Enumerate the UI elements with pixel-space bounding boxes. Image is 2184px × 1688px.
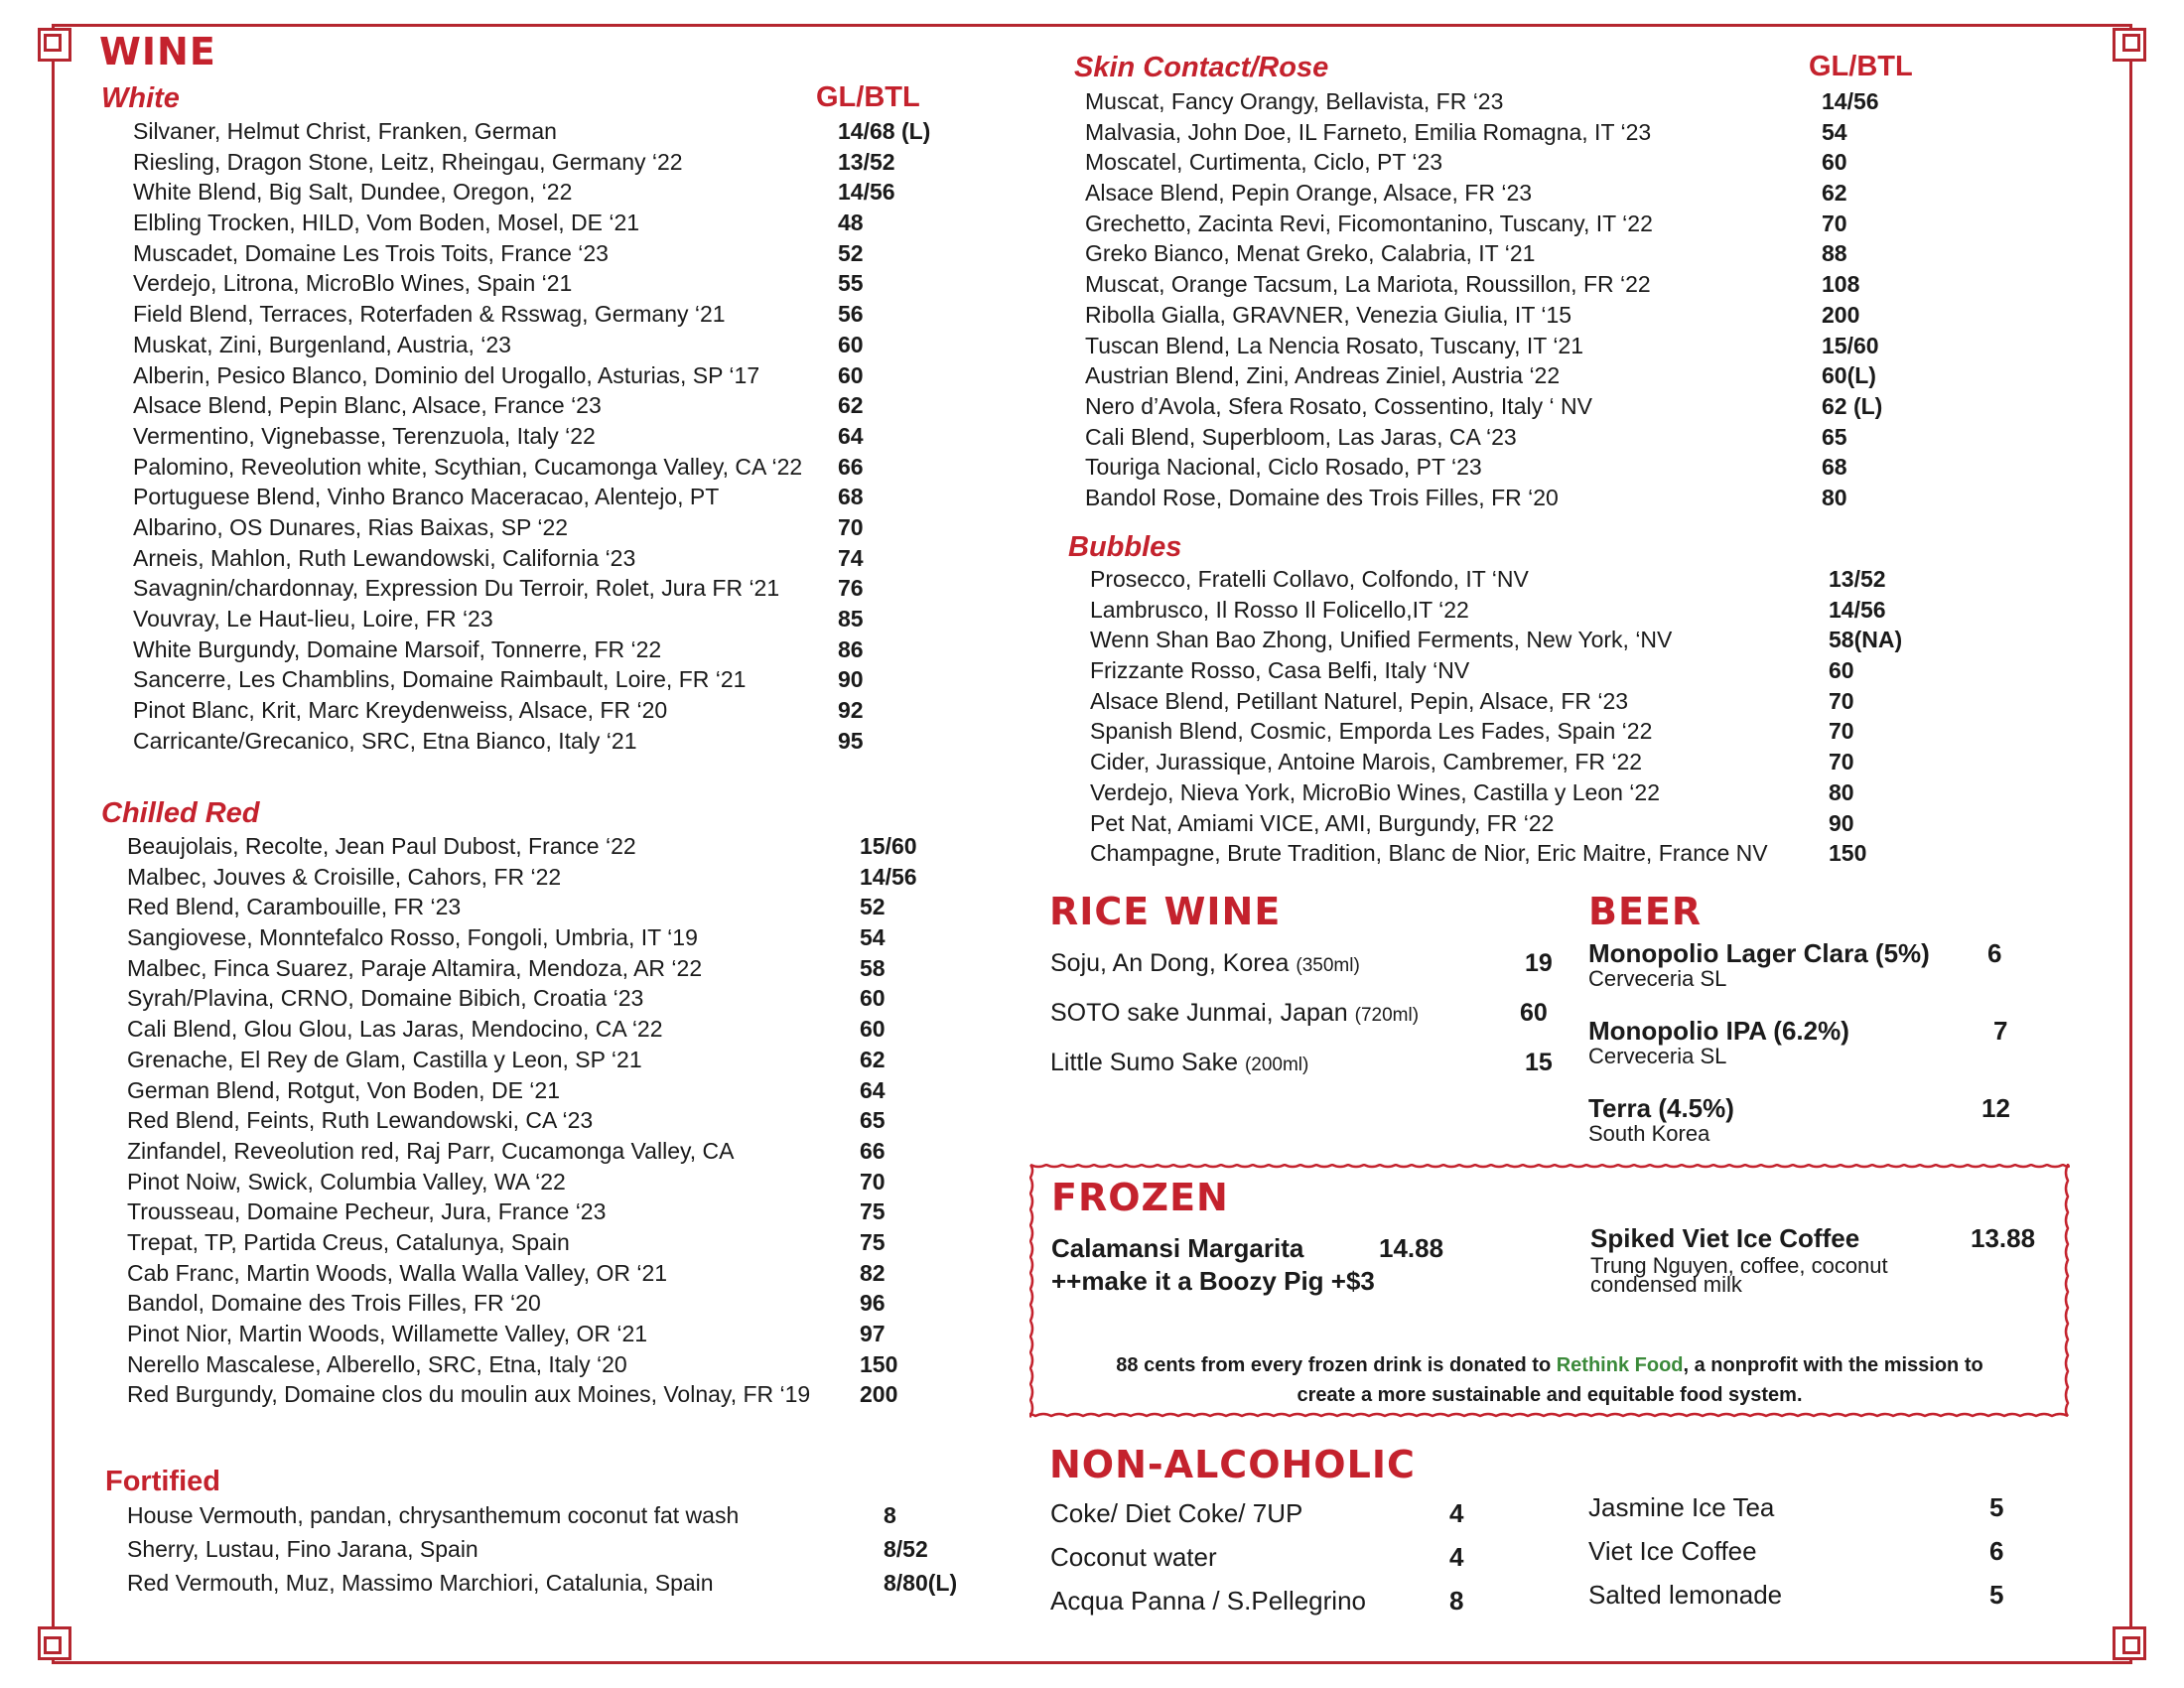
beer-origin: South Korea (1588, 1121, 1710, 1146)
beer-name: Terra (4.5%) (1588, 1093, 1734, 1123)
item-price: 62 (838, 392, 864, 419)
menu-item (1085, 452, 2078, 483)
bubbles-list (1090, 564, 2083, 869)
item-price: 58(NA) (1829, 627, 1903, 653)
menu-item (133, 512, 987, 543)
item-price: 13/52 (838, 148, 895, 175)
frozen-item-addon: ++make it a Boozy Pig +$3 (1051, 1266, 1375, 1296)
item-price: 108 (1822, 271, 1860, 298)
item-name: Malbec, Jouves & Croisille, Cahors, FR ‘22 (127, 863, 562, 890)
menu-item (1050, 1493, 1487, 1537)
item-name: Alsace Blend, Pepin Blanc, Alsace, France ‘23 (133, 392, 602, 419)
menu-item (133, 208, 987, 238)
item-name: Sherry, Lustau, Fino Jarana, Spain (127, 1536, 478, 1562)
item-name: Prosecco, Fratelli Collavo, Colfondo, IT ‘NV (1090, 566, 1529, 592)
item-price: 15/60 (860, 833, 917, 859)
corner-ornament (38, 28, 71, 62)
item-name: Lambrusco, Il Rosso Il Folicello,IT ‘22 (1090, 596, 1469, 623)
beer-price: 12 (1981, 1093, 2010, 1123)
item-price: 54 (1822, 118, 1847, 145)
chilled-red-heading: Chilled Red (101, 797, 260, 829)
item-price: 5 (1989, 1580, 2004, 1610)
item-name: Muscat, Fancy Orangy, Bellavista, FR ‘23 (1085, 88, 1504, 114)
menu-item (133, 177, 987, 208)
item-name: Alsace Blend, Petillant Naturel, Pepin, Alsace, FR ‘23 (1090, 687, 1629, 714)
menu-item (133, 452, 987, 483)
menu-item (1090, 777, 2083, 808)
beer-item (1588, 1093, 2025, 1145)
menu-item (133, 390, 987, 421)
beer-brewery: Cerveceria SL (1588, 1044, 1727, 1068)
item-price: 60 (838, 331, 864, 357)
item-price: 96 (860, 1290, 886, 1317)
menu-item (133, 330, 987, 360)
item-name: Pinot Nior, Martin Woods, Willamette Valley, OR ‘21 (127, 1321, 648, 1346)
chilled-red-list (127, 831, 991, 1410)
item-name: Albarino, OS Dunares, Rias Baixas, SP ‘22 (133, 513, 569, 540)
menu-item (1085, 300, 2078, 331)
item-name: Muscadet, Domaine Les Trois Toits, France ‘23 (133, 239, 609, 266)
item-price: 8/52 (884, 1536, 928, 1562)
menu-item (127, 1105, 991, 1136)
item-price: 70 (1829, 687, 1854, 714)
skin-contact-price-header: GL/BTL (1809, 51, 1913, 82)
item-name: Grechetto, Zacinta Revi, Ficomontanino, Tuscany, IT ‘22 (1085, 210, 1653, 236)
item-name: Nerello Mascalese, Alberello, SRC, Etna, Italy ‘20 (127, 1350, 627, 1377)
item-name: Red Blend, Feints, Ruth Lewandowski, CA ‘23 (127, 1107, 594, 1134)
fortified-list (127, 1500, 991, 1602)
menu-item (127, 1014, 991, 1045)
item-price: 52 (838, 239, 864, 266)
frozen-item-price: 14.88 (1379, 1233, 1444, 1263)
rice-wine-item (1050, 1043, 1567, 1092)
menu-item (1090, 686, 2083, 717)
item-name: Portuguese Blend, Vinho Branco Maceracao, Alentejo, PT (133, 484, 720, 510)
item-name: Salted lemonade (1588, 1580, 1783, 1610)
item-price: 66 (860, 1137, 886, 1164)
item-name: Savagnin/chardonnay, Expression Du Terroir, Rolet, Jura FR ‘21 (133, 575, 780, 602)
fortified-heading: Fortified (105, 1466, 220, 1497)
item-name: Red Blend, Carambouille, FR ‘23 (127, 894, 462, 920)
item-name: White Blend, Big Salt, Dundee, Oregon, ‘22 (133, 179, 573, 206)
item-price: 14/56 (860, 863, 917, 890)
menu-item (127, 1045, 991, 1075)
menu-item (127, 1136, 991, 1167)
item-name: Bandol, Domaine des Trois Filles, FR ‘20 (127, 1290, 541, 1317)
menu-item (1090, 625, 2083, 655)
item-price: 90 (838, 666, 864, 693)
skin-contact-heading: Skin Contact/Rose (1074, 52, 1329, 83)
item-name-text: Soju, An Dong, Korea (1050, 949, 1290, 977)
menu-item (133, 238, 987, 269)
item-name-text: Little Sumo Sake (1050, 1049, 1238, 1076)
non-alcoholic-list (1588, 1487, 2025, 1618)
beer-item (1588, 1016, 2025, 1067)
menu-item (133, 147, 987, 178)
beer-name: Monopolio IPA (6.2%) (1588, 1016, 1849, 1046)
donation-note (1029, 1350, 2070, 1410)
item-price: 48 (838, 210, 864, 236)
item-name: Jasmine Ice Tea (1588, 1492, 1775, 1522)
item-price: 60(L) (1822, 362, 1876, 389)
item-name: Palomino, Reveolution white, Scythian, Cucamonga Valley, CA ‘22 (133, 453, 803, 480)
item-name: German Blend, Rotgut, Von Boden, DE ‘21 (127, 1076, 560, 1103)
beer-price: 7 (1993, 1016, 2008, 1046)
item-price: 66 (838, 453, 864, 480)
menu-item (1090, 716, 2083, 747)
menu-item (1085, 86, 2078, 117)
menu-item (127, 831, 991, 862)
menu-item (1050, 1537, 1487, 1581)
donation-text: create a more sustainable and equitable food system. (1297, 1384, 1803, 1406)
item-name: Frizzante Rosso, Casa Belfi, Italy ‘NV (1090, 657, 1470, 684)
menu-item (133, 543, 987, 574)
item-name: Zinfandel, Reveolution red, Raj Parr, Cucamonga Valley, CA (127, 1137, 735, 1164)
item-name: Elbling Trocken, HILD, Vom Boden, Mosel, DE ‘21 (133, 210, 640, 236)
item-price: 13/52 (1829, 566, 1886, 592)
beer-brewery: Cerveceria SL (1588, 966, 1727, 991)
item-name: Cali Blend, Glou Glou, Las Jaras, Mendocino, CA ‘22 (127, 1016, 663, 1043)
item-price: 54 (860, 924, 886, 951)
menu-item (1085, 178, 2078, 209)
item-price: 60 (860, 985, 886, 1012)
rice-wine-item (1050, 943, 1567, 993)
item-price: 82 (860, 1259, 886, 1286)
item-price: 150 (1829, 840, 1867, 867)
menu-item (127, 1258, 991, 1289)
menu-item (133, 573, 987, 604)
menu-item (127, 1500, 991, 1534)
item-name: Beaujolais, Recolte, Jean Paul Dubost, France ‘22 (127, 833, 636, 859)
menu-item (133, 664, 987, 695)
item-name: Red Burgundy, Domaine clos du moulin aux Moines, Volnay, FR ‘19 (127, 1381, 811, 1408)
item-name: Red Vermouth, Muz, Massimo Marchiori, Catalunia, Spain (127, 1570, 714, 1596)
item-price: 14/68 (L) (838, 118, 931, 144)
item-name: Silvaner, Helmut Christ, Franken, German (133, 118, 557, 144)
item-price: 14/56 (1829, 596, 1886, 623)
item-name: House Vermouth, pandan, chrysanthemum coconut fat wash (127, 1502, 740, 1528)
corner-ornament (2113, 28, 2146, 62)
menu-item (1050, 1581, 1487, 1624)
menu-item (133, 726, 987, 757)
rice-wine-title: RICE WINE (1049, 890, 1282, 933)
menu-item (1085, 331, 2078, 361)
rethink-food-link[interactable]: Rethink Food (1556, 1354, 1684, 1376)
item-price: 92 (838, 697, 864, 724)
rice-wine-item (1050, 993, 1567, 1043)
item-name: White Burgundy, Domaine Marsoif, Tonnerre, FR ‘22 (133, 635, 662, 662)
item-name: Coke/ Diet Coke/ 7UP (1050, 1498, 1303, 1528)
item-price: 97 (860, 1321, 886, 1346)
frozen-item-desc: Trung Nguyen, coffee, coconut (1590, 1253, 1888, 1278)
menu-item (133, 268, 987, 299)
menu-item (133, 360, 987, 391)
menu-item (1085, 147, 2078, 178)
item-name: Arneis, Mahlon, Ruth Lewandowski, California ‘23 (133, 544, 636, 571)
frozen-item-name: Calamansi Margarita (1051, 1233, 1304, 1263)
item-name: Cab Franc, Martin Woods, Walla Walla Valley, OR ‘21 (127, 1259, 668, 1286)
item-price: 60 (1822, 149, 1847, 176)
skin-contact-list (1085, 86, 2078, 513)
item-name: Coconut water (1050, 1542, 1217, 1572)
menu-item (1090, 564, 2083, 595)
item-name: Grenache, El Rey de Glam, Castilla y Leon, SP ‘21 (127, 1046, 642, 1072)
non-alcoholic-list (1050, 1493, 1487, 1624)
menu-item (133, 482, 987, 512)
item-price: 62 (L) (1822, 392, 1883, 419)
item-price: 52 (860, 894, 886, 920)
menu-item (127, 1319, 991, 1349)
item-price: 88 (1822, 240, 1847, 267)
item-name (1050, 993, 1419, 1036)
white-price-header: GL/BTL (816, 81, 920, 113)
menu-item (127, 1227, 991, 1258)
item-size: (200ml) (1244, 1055, 1309, 1075)
item-name: Muskat, Zini, Burgenland, Austria, ‘23 (133, 331, 511, 357)
non-alcoholic-title: NON-ALCOHOLIC (1049, 1443, 1416, 1486)
item-price: 64 (860, 1076, 886, 1103)
corner-ornament (2113, 1626, 2146, 1660)
item-name: Muscat, Orange Tacsum, La Mariota, Roussillon, FR ‘22 (1085, 271, 1651, 298)
beer-name: Monopolio Lager Clara (5%) (1588, 938, 1930, 968)
beer-title: BEER (1588, 890, 1703, 933)
menu-item (1085, 422, 2078, 453)
menu-item (1588, 1487, 2025, 1531)
rice-wine-list (1050, 943, 1567, 1092)
menu-item (1090, 655, 2083, 686)
item-name (1050, 943, 1360, 986)
item-price: 70 (1829, 718, 1854, 745)
menu-item (1588, 1531, 2025, 1575)
item-name: Touriga Nacional, Ciclo Rosado, PT ‘23 (1085, 454, 1482, 481)
menu-item (127, 1534, 991, 1568)
menu-item (127, 1568, 991, 1602)
menu-item (127, 1075, 991, 1106)
frozen-title: FROZEN (1051, 1176, 1229, 1219)
menu-item (1085, 483, 2078, 513)
menu-item (133, 299, 987, 330)
item-price: 150 (860, 1350, 898, 1377)
item-name: Carricante/Grecanico, SRC, Etna Bianco, Italy ‘21 (133, 727, 637, 754)
item-size: (720ml) (1354, 1005, 1420, 1026)
item-name: Alsace Blend, Pepin Orange, Alsace, FR ‘23 (1085, 180, 1533, 207)
item-name: Cider, Jurassique, Antoine Marois, Cambremer, FR ‘22 (1090, 749, 1643, 775)
item-name: Nero d’Avola, Sfera Rosato, Cossentino, Italy ‘ NV (1085, 392, 1592, 419)
donation-text: , a nonprofit with the mission to (1683, 1354, 1983, 1376)
wine-title: WINE (99, 30, 216, 73)
item-name: Greko Bianco, Menat Greko, Calabria, IT ‘21 (1085, 240, 1536, 267)
item-price: 19 (1525, 949, 1553, 977)
item-price: 76 (838, 575, 864, 602)
item-price: 14/56 (838, 179, 895, 206)
item-price: 80 (1829, 778, 1854, 805)
item-price: 70 (860, 1168, 886, 1195)
item-price: 15/60 (1822, 332, 1879, 358)
item-name: Malbec, Finca Suarez, Paraje Altamira, Mendoza, AR ‘22 (127, 954, 703, 981)
item-name: Champagne, Brute Tradition, Blanc de Nior, Eric Maitre, France NV (1090, 840, 1768, 867)
menu-item (127, 1379, 991, 1410)
item-name: Vouvray, Le Haut-lieu, Loire, FR ‘23 (133, 606, 493, 632)
item-price: 75 (860, 1198, 886, 1225)
item-name: Vermentino, Vignebasse, Terenzuola, Italy ‘22 (133, 422, 596, 449)
item-name: Verdejo, Nieva York, MicroBio Wines, Castilla y Leon ‘22 (1090, 778, 1661, 805)
item-name: Tuscan Blend, La Nencia Rosato, Tuscany, IT ‘21 (1085, 332, 1584, 358)
menu-item (133, 634, 987, 665)
corner-ornament (38, 1626, 71, 1660)
item-name: Ribolla Gialla, GRAVNER, Venezia Giulia, IT ‘15 (1085, 301, 1572, 328)
item-name: Moscatel, Curtimenta, Ciclo, PT ‘23 (1085, 149, 1443, 176)
item-price: 60 (838, 361, 864, 388)
item-price: 65 (1822, 423, 1847, 450)
item-price: 74 (838, 544, 864, 571)
item-price: 60 (1520, 999, 1548, 1027)
item-price: 70 (1822, 210, 1847, 236)
item-price: 14/56 (1822, 88, 1879, 114)
item-name: Sangiovese, Monntefalco Rosso, Fongoli, Umbria, IT ‘19 (127, 924, 698, 951)
menu-item (127, 953, 991, 984)
item-price: 80 (1822, 484, 1847, 510)
item-price: 85 (838, 606, 864, 632)
frozen-item-name: Spiked Viet Ice Coffee (1590, 1223, 1860, 1253)
bubbles-heading: Bubbles (1068, 531, 1182, 563)
item-name (1050, 1043, 1308, 1085)
item-name: Malvasia, John Doe, IL Farneto, Emilia Romagna, IT ‘23 (1085, 118, 1652, 145)
menu-item (127, 862, 991, 893)
menu-item (1085, 238, 2078, 269)
white-wine-list (133, 116, 987, 756)
menu-item (1085, 360, 2078, 391)
item-price: 8 (1449, 1586, 1464, 1616)
item-price: 86 (838, 635, 864, 662)
menu-item (127, 1167, 991, 1197)
item-price: 64 (838, 422, 864, 449)
item-price: 75 (860, 1228, 886, 1255)
item-name: Wenn Shan Bao Zhong, Unified Ferments, New York, ‘NV (1090, 627, 1673, 653)
item-name: Pinot Blanc, Krit, Marc Kreydenweiss, Alsace, FR ‘20 (133, 697, 668, 724)
menu-item (1085, 269, 2078, 300)
item-price: 4 (1449, 1498, 1464, 1528)
item-price: 65 (860, 1107, 886, 1134)
item-name: Acqua Panna / S.Pellegrino (1050, 1586, 1366, 1616)
item-price: 58 (860, 954, 886, 981)
item-name: Alberin, Pesico Blanco, Dominio del Urogallo, Asturias, SP ‘17 (133, 361, 760, 388)
menu-item (127, 922, 991, 953)
item-price: 4 (1449, 1542, 1464, 1572)
menu-item (133, 604, 987, 634)
donation-text: 88 cents from every frozen drink is donated to (1116, 1354, 1557, 1376)
item-price: 70 (1829, 749, 1854, 775)
item-price: 56 (838, 301, 864, 328)
item-price: 5 (1989, 1492, 2004, 1522)
item-price: 200 (1822, 301, 1860, 328)
menu-item (1090, 595, 2083, 626)
item-name: Verdejo, Litrona, MicroBlo Wines, Spain ‘21 (133, 270, 573, 297)
white-heading: White (101, 82, 180, 114)
item-name: Sancerre, Les Chamblins, Domaine Raimbault, Loire, FR ‘21 (133, 666, 747, 693)
item-price: 68 (1822, 454, 1847, 481)
beer-price: 6 (1987, 938, 2002, 968)
item-name: Bandol Rose, Domaine des Trois Filles, FR ‘20 (1085, 484, 1559, 510)
item-name: Spanish Blend, Cosmic, Emporda Les Fades, Spain ‘22 (1090, 718, 1653, 745)
item-name: Pet Nat, Amiami VICE, AMI, Burgundy, FR ‘22 (1090, 809, 1555, 836)
item-price: 8 (884, 1502, 896, 1528)
menu-item (133, 116, 987, 147)
menu-item (127, 892, 991, 922)
item-name: Syrah/Plavina, CRNO, Domaine Bibich, Croatia ‘23 (127, 985, 644, 1012)
beer-item (1588, 938, 2025, 990)
menu-item (1085, 391, 2078, 422)
item-price: 90 (1829, 809, 1854, 836)
item-price: 55 (838, 270, 864, 297)
menu-item (127, 1349, 991, 1380)
item-price: 15 (1525, 1049, 1553, 1076)
frozen-box (1029, 1164, 2070, 1418)
item-price: 62 (1822, 180, 1847, 207)
frozen-item-desc: condensed milk (1590, 1272, 1742, 1297)
menu-item (127, 983, 991, 1014)
item-name: Field Blend, Terraces, Roterfaden & Rsswag, Germany ‘21 (133, 301, 726, 328)
menu-item (1085, 209, 2078, 239)
item-name: Viet Ice Coffee (1588, 1536, 1757, 1566)
item-name: Austrian Blend, Zini, Andreas Ziniel, Austria ‘22 (1085, 362, 1561, 389)
menu-item (133, 695, 987, 726)
item-price: 6 (1989, 1536, 2004, 1566)
item-name: Riesling, Dragon Stone, Leitz, Rheingau, Germany ‘22 (133, 148, 683, 175)
item-price: 60 (1829, 657, 1854, 684)
item-price: 60 (860, 1016, 886, 1043)
item-price: 62 (860, 1046, 886, 1072)
item-name: Trousseau, Domaine Pecheur, Jura, France ‘23 (127, 1198, 607, 1225)
item-name: Trepat, TP, Partida Creus, Catalunya, Spain (127, 1228, 570, 1255)
item-price: 70 (838, 513, 864, 540)
menu-item (1090, 838, 2083, 869)
menu-item (133, 421, 987, 452)
menu-item (127, 1196, 991, 1227)
menu-item (1588, 1575, 2025, 1618)
item-name: Pinot Noiw, Swick, Columbia Valley, WA ‘22 (127, 1168, 566, 1195)
item-price: 200 (860, 1381, 898, 1408)
item-name-text: SOTO sake Junmai, Japan (1050, 999, 1348, 1027)
item-price: 95 (838, 727, 864, 754)
menu-item (1090, 808, 2083, 839)
menu-item (127, 1288, 991, 1319)
menu-item (1090, 747, 2083, 777)
menu-item (1085, 117, 2078, 148)
item-price: 68 (838, 484, 864, 510)
item-price: 8/80(L) (884, 1570, 958, 1596)
item-size: (350ml) (1296, 955, 1360, 976)
item-name: Cali Blend, Superbloom, Las Jaras, CA ‘23 (1085, 423, 1517, 450)
frozen-item-price: 13.88 (1971, 1223, 2036, 1253)
